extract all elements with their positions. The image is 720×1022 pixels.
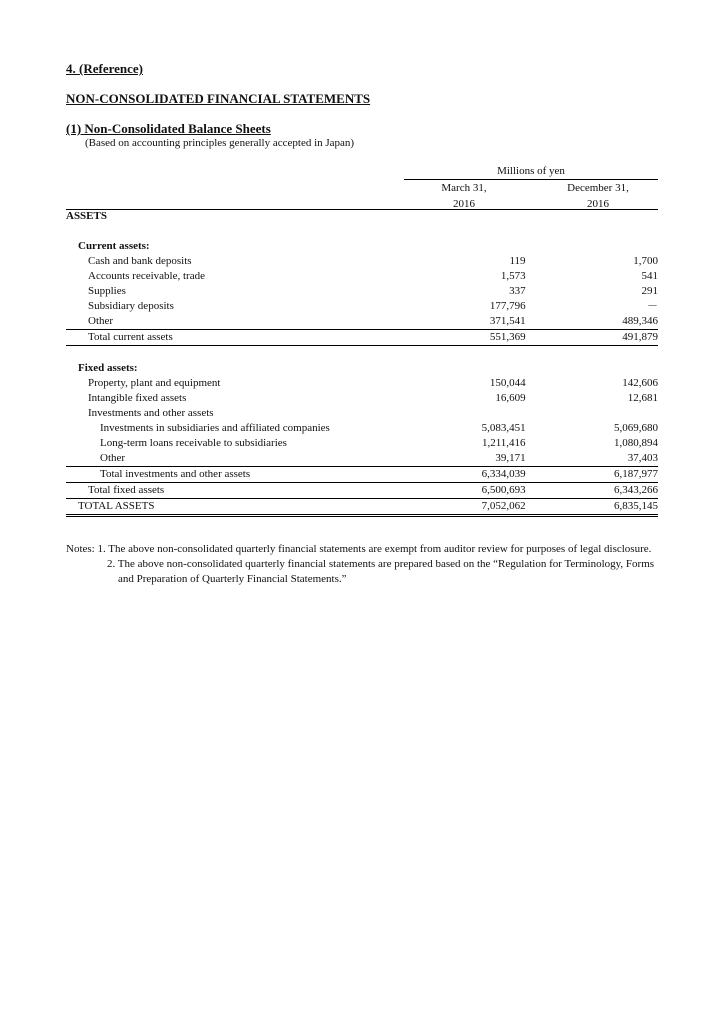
value-march-2016: 5,083,451: [481, 422, 526, 434]
value-december-2016: [536, 406, 658, 421]
row-label: Other: [100, 452, 126, 464]
table-row: [66, 376, 658, 391]
value-march-2016: 7,052,062: [424, 499, 536, 516]
balance-sheets-heading: (1) Non-Consolidated Balance Sheets: [66, 121, 271, 136]
row-label: Intangible fixed assets: [88, 392, 187, 404]
value-march-2016: 6,334,039: [424, 467, 536, 483]
value-december-2016: [536, 346, 658, 362]
note-2-continuation-text: and Preparation of Quarterly Financial Statements.”: [118, 573, 347, 585]
value-march-2016: [424, 209, 536, 224]
row-label: [66, 224, 424, 239]
column-header-line: March 31,: [441, 182, 487, 194]
value-december-2016: 1,700: [633, 255, 658, 267]
value-march-2016: 119: [509, 255, 526, 267]
table-row: [66, 314, 658, 330]
note-1: Notes: 1. The above non-consolidated quarterly financial statements are exempt from auditor review for purposes of legal disclosure.: [66, 543, 652, 555]
statements-heading: NON-CONSOLIDATED FINANCIAL STATEMENTS: [66, 91, 371, 106]
value-march-2016: 177,796: [489, 300, 526, 312]
value-december-2016: 6,187,977: [536, 467, 658, 483]
column-header-december-2016: [538, 180, 658, 212]
row-label: Total investments and other assets: [66, 467, 424, 483]
row-label: Supplies: [88, 285, 126, 297]
value-march-2016: [424, 346, 536, 362]
row-label: Property, plant and equipment: [88, 377, 221, 389]
table-row: [66, 299, 658, 314]
value-december-2016: [536, 224, 658, 239]
value-march-2016: [424, 406, 536, 421]
value-december-2016: [536, 209, 658, 224]
column-header-line: 2016: [453, 198, 475, 210]
value-march-2016: 150,044: [489, 377, 526, 389]
value-december-2016: [536, 239, 658, 254]
table-row: [66, 436, 658, 451]
table-row: [66, 239, 658, 254]
value-march-2016: 1,211,416: [481, 437, 526, 449]
table-row: [66, 346, 658, 362]
table-row: [66, 483, 658, 499]
row-label: Cash and bank deposits: [88, 255, 192, 267]
row-label: TOTAL ASSETS: [66, 499, 424, 516]
table-row: [66, 269, 658, 284]
table-row: [66, 361, 658, 376]
section-reference-heading: 4. (Reference): [66, 61, 143, 76]
value-december-2016: 5,069,680: [614, 422, 658, 434]
value-march-2016: 1,573: [500, 270, 526, 282]
row-label: Investments in subsidiaries and affiliated companies: [100, 422, 330, 434]
table-row: [66, 330, 658, 346]
column-header-line: 2016: [587, 198, 609, 210]
value-december-2016: 37,403: [627, 452, 658, 464]
value-march-2016: 337: [509, 285, 526, 297]
table-row: [66, 391, 658, 406]
value-december-2016: 142,606: [622, 377, 658, 389]
table-row: [66, 406, 658, 421]
table-row: [66, 499, 658, 516]
value-march-2016: 39,171: [495, 452, 526, 464]
table-row: [66, 224, 658, 239]
row-label: ASSETS: [66, 210, 107, 222]
value-december-2016: 12,681: [627, 392, 658, 404]
value-december-2016: 6,835,145: [536, 499, 658, 516]
row-label: Investments and other assets: [88, 407, 214, 419]
value-march-2016: [424, 361, 536, 376]
table-row: [66, 254, 658, 269]
value-march-2016: 6,500,693: [424, 483, 536, 499]
note-2-continuation: [66, 572, 666, 587]
balance-sheet-table: [66, 209, 658, 517]
accounting-basis-note: (Based on accounting principles generally accepted in Japan): [85, 137, 355, 149]
column-header-line: December 31,: [567, 182, 629, 194]
table-row: [66, 451, 658, 467]
row-label: Long-term loans receivable to subsidiaries: [100, 437, 287, 449]
row-label: Subsidiary deposits: [88, 300, 174, 312]
value-december-2016: 491,879: [536, 330, 658, 346]
value-march-2016: [424, 239, 536, 254]
row-label: Fixed assets:: [78, 362, 138, 374]
row-label: Current assets:: [78, 240, 150, 252]
notes-section: [66, 542, 666, 587]
table-row: [66, 421, 658, 436]
row-label: Other: [88, 315, 114, 327]
value-december-2016: 1,080,894: [614, 437, 658, 449]
value-march-2016: 371,541: [489, 315, 526, 327]
column-header-march-2016: [404, 180, 524, 212]
value-march-2016: [424, 224, 536, 239]
value-march-2016: 16,609: [495, 392, 526, 404]
row-label: [66, 346, 424, 362]
unit-label: Millions of yen: [497, 165, 565, 177]
value-december-2016: 291: [641, 285, 658, 297]
value-december-2016: 6,343,266: [536, 483, 658, 499]
value-december-2016: －: [647, 300, 658, 312]
value-december-2016: [536, 361, 658, 376]
note-2: 2. The above non-consolidated quarterly financial statements are prepared based on the “Regulation for Terminology, Forms: [107, 558, 655, 570]
row-label: Accounts receivable, trade: [88, 270, 205, 282]
table-row: [66, 467, 658, 483]
row-label: Total current assets: [66, 330, 424, 346]
value-december-2016: 541: [641, 270, 658, 282]
row-label: Total fixed assets: [66, 483, 424, 499]
table-row: [66, 209, 658, 224]
value-december-2016: 489,346: [622, 315, 658, 327]
value-march-2016: 551,369: [424, 330, 536, 346]
table-row: [66, 284, 658, 299]
